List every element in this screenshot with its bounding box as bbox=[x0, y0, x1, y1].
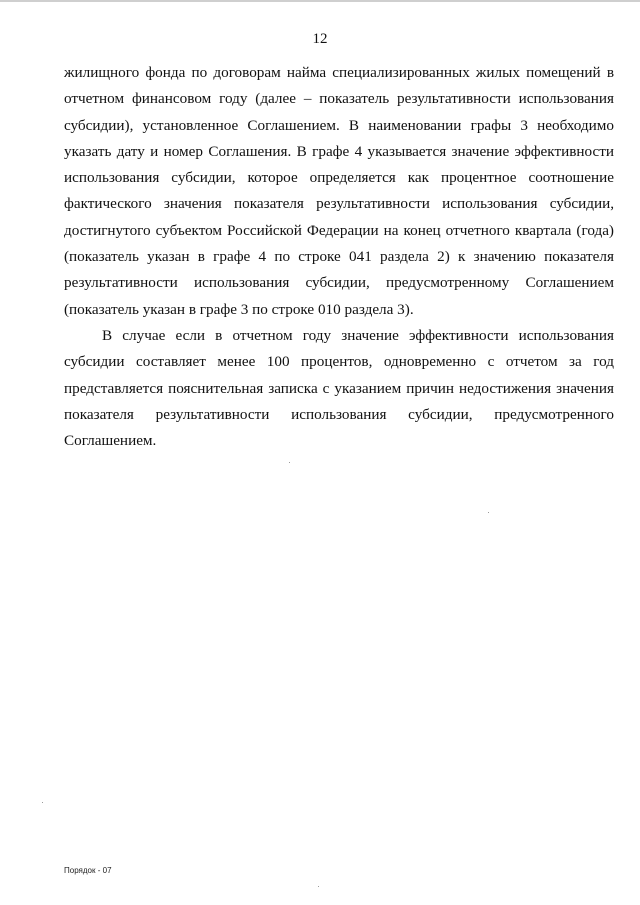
page-top-edge bbox=[0, 0, 640, 2]
scan-artifact bbox=[42, 802, 43, 803]
page-number: 12 bbox=[312, 31, 328, 47]
document-body bbox=[64, 60, 614, 454]
scan-artifact bbox=[289, 462, 290, 463]
scan-artifact bbox=[318, 886, 319, 887]
scan-artifact bbox=[488, 512, 489, 513]
footer-label: Порядок - 07 bbox=[64, 866, 112, 875]
paragraph-2: В случае если в отчетном году значение эффективности использования субсидии составляет менее 100 процентов, одновременно с отчетом за год представляется пояснительная записка с указанием причин недостижения значения показателя результативности использования субсидии, предусмотренного Соглашением. bbox=[64, 326, 614, 450]
paragraph-1: жилищного фонда по договорам найма специализированных жилых помещений в отчетном финансовом году (далее – показатель результативности использования субсидии), установленное Соглашением. В наименовании графы 3 необходимо указать дату и номер Соглашения. В графе 4 указывается значение эффективности использования субсидии, которое определяется как процентное соотношение фактического значения показателя результативности использования субсидии, достигнутого субъектом Российской Федерации на конец отчетного квартала (года) (показатель указан в графе 4 по строке 041 раздела 2) к значению показателя результативности использования субсидии, предусмотренному Соглашением (показатель указан в графе 3 по строке 010 раздела 3). bbox=[64, 64, 614, 318]
